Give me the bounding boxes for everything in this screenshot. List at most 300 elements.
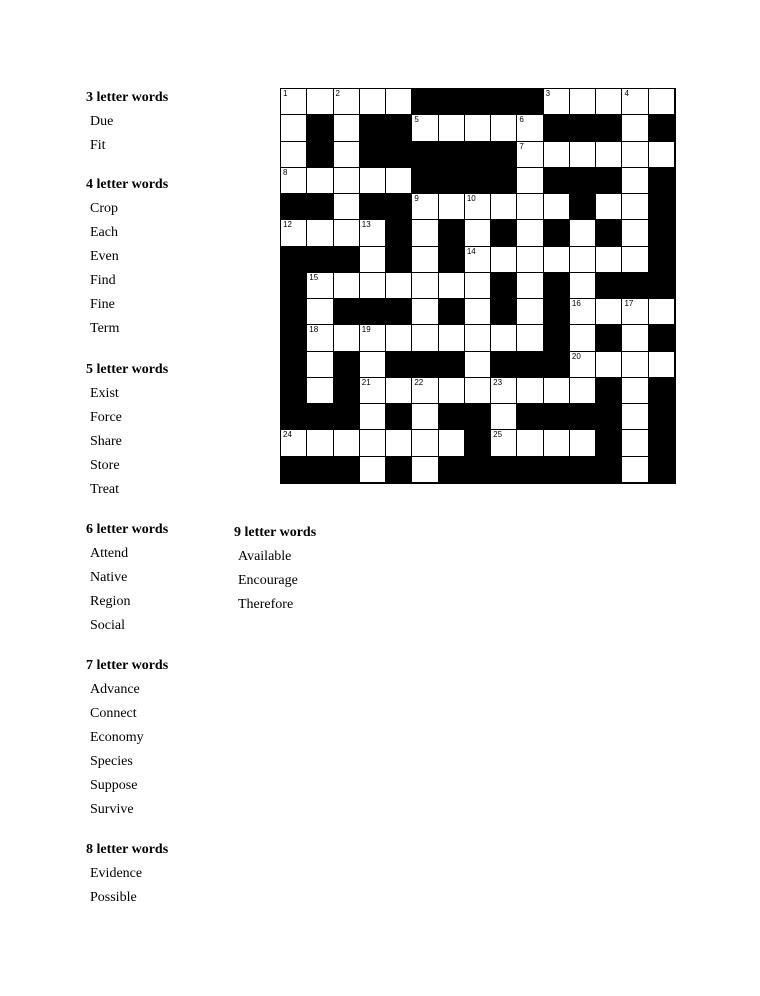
group-heading: 5 letter words	[86, 362, 169, 377]
word-list	[86, 201, 168, 337]
grid-cell[interactable]	[334, 273, 360, 299]
grid-cell[interactable]	[307, 430, 333, 456]
grid-cell[interactable]	[360, 89, 386, 115]
grid-cell[interactable]	[307, 220, 333, 246]
grid-cell[interactable]	[465, 325, 491, 351]
grid-cell[interactable]	[360, 404, 386, 430]
grid-cell[interactable]	[307, 325, 333, 351]
word-item: Force	[90, 410, 122, 425]
grid-cell[interactable]	[596, 299, 622, 325]
grid-cell[interactable]	[570, 325, 596, 351]
grid-cell[interactable]	[491, 404, 517, 430]
grid-cell[interactable]	[386, 378, 412, 404]
grid-cell-block	[491, 168, 517, 194]
grid-cell-block	[386, 220, 412, 246]
grid-cell[interactable]	[544, 194, 570, 220]
grid-cell-block	[544, 273, 570, 299]
grid-cell[interactable]	[334, 220, 360, 246]
grid-cell-block	[412, 142, 438, 168]
grid-cell-block	[439, 457, 465, 483]
grid-cell[interactable]	[465, 247, 491, 273]
grid-cell-block	[596, 220, 622, 246]
grid-cell-block	[439, 247, 465, 273]
grid-cell[interactable]	[649, 352, 675, 378]
grid-cell[interactable]	[360, 168, 386, 194]
grid-cell[interactable]	[517, 430, 543, 456]
grid-cell-block	[307, 247, 333, 273]
grid-cell-block	[544, 404, 570, 430]
grid-cell[interactable]	[544, 378, 570, 404]
word-group	[234, 525, 316, 613]
grid-cell[interactable]	[281, 115, 307, 141]
word-list	[234, 549, 316, 613]
grid-cell-block	[307, 142, 333, 168]
grid-cell[interactable]	[622, 247, 648, 273]
grid-cell-block	[491, 220, 517, 246]
grid-cell-block	[386, 115, 412, 141]
grid-cell-block	[386, 457, 412, 483]
clue-number: 11	[571, 194, 581, 204]
word-item: Native	[90, 570, 128, 585]
grid-cell[interactable]	[360, 430, 386, 456]
grid-cell[interactable]	[649, 142, 675, 168]
grid-cell[interactable]	[465, 378, 491, 404]
grid-cell[interactable]	[544, 89, 570, 115]
grid-cell[interactable]	[307, 89, 333, 115]
grid-cell[interactable]	[622, 457, 648, 483]
grid-cell-block	[622, 273, 648, 299]
grid-cell[interactable]	[412, 273, 438, 299]
grid-cell-block	[281, 247, 307, 273]
grid-cell[interactable]	[465, 115, 491, 141]
grid-cell[interactable]	[360, 220, 386, 246]
grid-cell[interactable]	[334, 142, 360, 168]
grid-cell-block	[649, 404, 675, 430]
grid-cell[interactable]	[570, 430, 596, 456]
grid-cell[interactable]	[622, 352, 648, 378]
grid-cell[interactable]	[491, 430, 517, 456]
grid-cell-block	[649, 457, 675, 483]
word-item: Find	[90, 273, 116, 288]
word-item: Store	[90, 458, 120, 473]
grid-cell[interactable]	[622, 430, 648, 456]
word-group	[86, 362, 168, 498]
grid-cell[interactable]	[412, 430, 438, 456]
grid-cell[interactable]	[544, 247, 570, 273]
grid-cell-block	[649, 194, 675, 220]
clue-number: 3	[545, 89, 551, 98]
clue-number: 14	[466, 246, 476, 256]
grid-cell-block	[281, 352, 307, 378]
word-item: Treat	[90, 482, 120, 497]
grid-cell-block	[596, 404, 622, 430]
clue-number: 19	[361, 325, 371, 335]
word-item: Social	[90, 618, 125, 633]
grid-cell[interactable]	[491, 115, 517, 141]
grid-cell[interactable]	[517, 220, 543, 246]
grid-cell-block	[386, 247, 412, 273]
grid-cell-block	[334, 404, 360, 430]
grid-cell-block	[386, 194, 412, 220]
grid-cell[interactable]	[622, 194, 648, 220]
crossword-grid	[280, 88, 676, 484]
grid-cell[interactable]	[307, 168, 333, 194]
grid-cell-block	[649, 273, 675, 299]
grid-cell[interactable]	[334, 115, 360, 141]
grid-cell[interactable]	[491, 378, 517, 404]
grid-cell[interactable]	[622, 404, 648, 430]
clue-number: 13	[361, 220, 371, 230]
grid-cell[interactable]	[491, 247, 517, 273]
grid-cell[interactable]	[334, 89, 360, 115]
grid-cell[interactable]	[360, 378, 386, 404]
grid-cell[interactable]	[596, 89, 622, 115]
grid-cell[interactable]	[622, 168, 648, 194]
clue-number: 5	[414, 115, 419, 125]
clue-number: 18	[309, 325, 319, 335]
grid-cell-block	[517, 457, 543, 483]
clue-number: 23	[493, 377, 503, 387]
grid-cell[interactable]	[307, 352, 333, 378]
grid-cell-block	[544, 457, 570, 483]
grid-cell[interactable]	[386, 89, 412, 115]
grid-cell[interactable]	[412, 247, 438, 273]
clue-number: 1	[283, 89, 288, 98]
grid-cell[interactable]	[570, 378, 596, 404]
clue-number: 15	[309, 272, 319, 282]
grid-cell-block	[544, 299, 570, 325]
grid-cell[interactable]	[281, 220, 307, 246]
grid-cell[interactable]	[517, 247, 543, 273]
word-list	[86, 386, 168, 498]
clue-number: 12	[283, 220, 292, 230]
grid-cell-block	[307, 194, 333, 220]
clue-number: 17	[624, 299, 634, 309]
grid-cell[interactable]	[596, 142, 622, 168]
grid-cell-block	[281, 299, 307, 325]
clue-number: 10	[466, 194, 476, 204]
word-item: Therefore	[238, 597, 294, 612]
word-item: Share	[90, 434, 122, 449]
grid-cell-block	[412, 168, 438, 194]
grid-cell-block	[334, 352, 360, 378]
grid-cell-block	[544, 220, 570, 246]
grid-cell-block	[281, 273, 307, 299]
grid-cell[interactable]	[439, 273, 465, 299]
grid-cell[interactable]	[281, 430, 307, 456]
grid-cell[interactable]	[281, 168, 307, 194]
word-item: Connect	[90, 706, 137, 721]
clue-number: 16	[571, 299, 581, 309]
grid-cell[interactable]	[570, 89, 596, 115]
grid-cell[interactable]	[622, 142, 648, 168]
grid-cell-block	[307, 115, 333, 141]
word-item: Possible	[90, 890, 137, 905]
grid-cell[interactable]	[517, 273, 543, 299]
grid-cell[interactable]	[307, 378, 333, 404]
grid-cell[interactable]	[517, 115, 543, 141]
grid-cell[interactable]	[412, 457, 438, 483]
word-item: Economy	[90, 730, 144, 745]
grid-cell-block	[281, 404, 307, 430]
grid-cell-block	[570, 404, 596, 430]
grid-cell[interactable]	[386, 325, 412, 351]
grid-cell-block	[334, 457, 360, 483]
grid-cell[interactable]	[412, 299, 438, 325]
word-item: Exist	[90, 386, 119, 401]
grid-cell-block	[439, 404, 465, 430]
grid-cell-block	[334, 299, 360, 325]
clue-number: 4	[624, 89, 629, 98]
grid-cell-block	[596, 457, 622, 483]
grid-cell[interactable]	[570, 299, 596, 325]
grid-cell-block	[439, 168, 465, 194]
clue-number: 21	[361, 377, 371, 387]
grid-cell-block	[439, 352, 465, 378]
grid-cell[interactable]	[281, 142, 307, 168]
word-item: Region	[90, 594, 131, 609]
grid-cell[interactable]	[596, 247, 622, 273]
word-item: Available	[238, 549, 292, 564]
grid-cell-block	[412, 352, 438, 378]
grid-cell-block	[596, 115, 622, 141]
grid-cell[interactable]	[439, 194, 465, 220]
clue-number: 24	[283, 430, 292, 440]
grid-cell[interactable]	[517, 194, 543, 220]
word-item: Fine	[90, 297, 115, 312]
grid-cell-block	[386, 352, 412, 378]
grid-cell-block	[596, 168, 622, 194]
grid-cell-block	[360, 299, 386, 325]
grid-cell-block	[517, 404, 543, 430]
word-group	[86, 842, 168, 906]
grid-cell[interactable]	[517, 299, 543, 325]
grid-cell[interactable]	[649, 299, 675, 325]
grid-cell[interactable]	[570, 247, 596, 273]
group-heading: 9 letter words	[234, 525, 317, 540]
grid-cell[interactable]	[465, 273, 491, 299]
grid-cell-block	[465, 430, 491, 456]
grid-cell[interactable]	[596, 352, 622, 378]
grid-cell-block	[360, 115, 386, 141]
word-item: Survive	[90, 802, 134, 817]
grid-cell[interactable]	[544, 430, 570, 456]
clue-number: 6	[519, 115, 524, 125]
grid-cell-block	[412, 89, 438, 115]
grid-cell-block	[649, 220, 675, 246]
grid-cell[interactable]	[386, 273, 412, 299]
grid-cell[interactable]	[465, 352, 491, 378]
grid-cell-block	[517, 352, 543, 378]
word-item: Advance	[90, 682, 140, 697]
grid-cell-block	[544, 325, 570, 351]
grid-cell[interactable]	[412, 378, 438, 404]
grid-cell[interactable]	[412, 115, 438, 141]
grid-cell-block	[491, 457, 517, 483]
grid-cell-block	[491, 273, 517, 299]
grid-cell-block	[281, 325, 307, 351]
group-heading: 4 letter words	[86, 177, 169, 192]
word-item: Evidence	[90, 866, 143, 881]
grid-cell-block	[307, 457, 333, 483]
grid-cell-block	[491, 352, 517, 378]
grid-cell[interactable]	[307, 299, 333, 325]
grid-cell-block	[334, 378, 360, 404]
clue-number: 20	[571, 351, 581, 361]
grid-cell-block	[439, 142, 465, 168]
grid-cell-block	[649, 168, 675, 194]
word-item: Fit	[90, 138, 106, 153]
grid-cell-block	[544, 352, 570, 378]
grid-cell[interactable]	[517, 378, 543, 404]
group-heading: 6 letter words	[86, 522, 169, 537]
grid-cell-block	[596, 325, 622, 351]
grid-cell[interactable]	[307, 273, 333, 299]
grid-cell[interactable]	[360, 352, 386, 378]
group-heading: 8 letter words	[86, 842, 169, 857]
grid-cell-block	[281, 378, 307, 404]
grid-cell-block	[439, 89, 465, 115]
word-item: Even	[90, 249, 119, 264]
word-group	[86, 90, 168, 154]
grid-cell[interactable]	[596, 194, 622, 220]
grid-cell-block	[649, 247, 675, 273]
grid-cell-block	[386, 299, 412, 325]
grid-cell-block	[334, 247, 360, 273]
word-item: Due	[90, 114, 114, 129]
grid-cell-block	[544, 168, 570, 194]
grid-cell[interactable]	[386, 430, 412, 456]
grid-cell[interactable]	[570, 352, 596, 378]
word-group	[86, 658, 168, 818]
grid-cell[interactable]	[386, 168, 412, 194]
grid-cell[interactable]	[622, 89, 648, 115]
grid-cell-block	[649, 115, 675, 141]
grid-cell-block	[465, 457, 491, 483]
grid-cell[interactable]	[622, 299, 648, 325]
grid-cell-block	[386, 404, 412, 430]
word-list	[86, 546, 168, 634]
word-item: Suppose	[90, 778, 138, 793]
grid-cell[interactable]	[360, 273, 386, 299]
grid-cell[interactable]	[649, 89, 675, 115]
grid-cell-block	[465, 404, 491, 430]
clue-number: 7	[519, 141, 524, 151]
grid-cell[interactable]	[334, 430, 360, 456]
grid-cell[interactable]	[360, 325, 386, 351]
grid-cell-block	[360, 142, 386, 168]
grid-cell[interactable]	[412, 325, 438, 351]
grid-cell[interactable]	[439, 325, 465, 351]
clue-number: 8	[283, 167, 288, 177]
grid-cell[interactable]	[334, 194, 360, 220]
grid-cell[interactable]	[412, 404, 438, 430]
word-list	[86, 866, 168, 906]
grid-cell-block	[465, 168, 491, 194]
grid-cell-block	[596, 430, 622, 456]
grid-cell[interactable]	[570, 273, 596, 299]
word-list	[86, 114, 168, 154]
clue-number: 25	[493, 430, 503, 440]
grid-cell[interactable]	[412, 220, 438, 246]
clue-number: 2	[335, 89, 340, 98]
word-item: Each	[90, 225, 118, 240]
grid-cell[interactable]	[281, 89, 307, 115]
word-list	[86, 682, 168, 818]
clue-number: 22	[414, 377, 424, 387]
grid-cell[interactable]	[517, 168, 543, 194]
grid-cell[interactable]	[544, 142, 570, 168]
grid-cell-block	[649, 378, 675, 404]
word-item: Crop	[90, 201, 118, 216]
grid-cell[interactable]	[439, 115, 465, 141]
word-item: Encourage	[238, 573, 298, 588]
grid-cell[interactable]	[439, 378, 465, 404]
grid-cell[interactable]	[491, 194, 517, 220]
grid-cell[interactable]	[622, 115, 648, 141]
grid-cell-block	[570, 168, 596, 194]
grid-cell-block	[307, 404, 333, 430]
grid-cell-block	[281, 194, 307, 220]
word-item: Species	[90, 754, 133, 769]
grid-cell[interactable]	[360, 247, 386, 273]
word-group	[86, 177, 168, 337]
group-heading: 7 letter words	[86, 658, 169, 673]
grid-cell-block	[360, 194, 386, 220]
grid-cell-block	[281, 457, 307, 483]
grid-cell-block	[570, 115, 596, 141]
grid-cell-block	[570, 194, 596, 220]
grid-cell-block	[596, 273, 622, 299]
word-item: Term	[90, 321, 120, 336]
grid-cell-block	[649, 325, 675, 351]
grid-cell[interactable]	[412, 194, 438, 220]
grid-cell[interactable]	[360, 457, 386, 483]
grid-cell-block	[386, 142, 412, 168]
grid-cell-block	[517, 89, 543, 115]
grid-cell[interactable]	[334, 325, 360, 351]
word-group	[86, 522, 168, 634]
grid-cell[interactable]	[465, 220, 491, 246]
grid-cell[interactable]	[491, 325, 517, 351]
grid-cell[interactable]	[465, 194, 491, 220]
grid-cell-block	[439, 299, 465, 325]
grid-cell[interactable]	[517, 325, 543, 351]
grid-cell[interactable]	[465, 299, 491, 325]
grid-cell[interactable]	[622, 220, 648, 246]
grid-cell[interactable]	[334, 168, 360, 194]
grid-cell[interactable]	[517, 142, 543, 168]
grid-cell[interactable]	[622, 325, 648, 351]
group-heading: 3 letter words	[86, 90, 169, 105]
grid-cell-block	[465, 142, 491, 168]
grid-cell[interactable]	[570, 142, 596, 168]
grid-cell-block	[570, 457, 596, 483]
grid-cell-block	[439, 220, 465, 246]
grid-cell-block	[491, 299, 517, 325]
grid-cell-block	[596, 378, 622, 404]
grid-cell-block	[491, 89, 517, 115]
grid-cell[interactable]	[622, 378, 648, 404]
word-item: Attend	[90, 546, 129, 561]
clue-number: 9	[414, 194, 419, 204]
grid-cell[interactable]	[439, 430, 465, 456]
grid-cell-block	[649, 430, 675, 456]
grid-cell-block	[491, 142, 517, 168]
grid-cell-block	[544, 115, 570, 141]
grid-cell[interactable]	[570, 220, 596, 246]
grid-cell-block	[465, 89, 491, 115]
